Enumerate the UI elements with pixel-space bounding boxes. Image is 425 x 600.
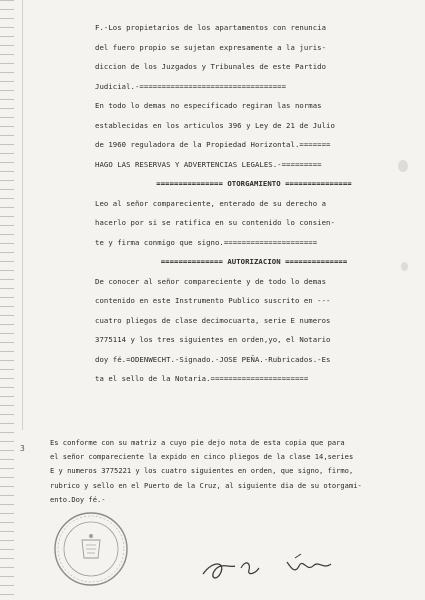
text-line: En todo lo demas no especificado regiran las normas — [95, 101, 322, 110]
text-line: del fuero propio se sujetan expresamente a la juris- — [95, 42, 327, 52]
text-line: de 1960 reguladora de la Propiedad Horizontal.======= — [95, 140, 331, 149]
text-line: establecidas en los articulos 396 y Ley de 21 de Julio — [95, 120, 335, 130]
text-line: cuatro pliegos de clase decimocuarta, serie E numeros — [95, 315, 331, 325]
margin-line — [22, 0, 23, 430]
text-line: 3775114 y los tres siguientes en orden,yo, el Notario — [95, 335, 331, 344]
text-line: te y firma conmigo que signo.===================== — [95, 237, 318, 247]
text-line: ento.Doy fé.- — [50, 494, 106, 504]
text-line: Es conforme con su matriz a cuyo pie dejo nota de esta copia que para — [50, 438, 345, 447]
section-heading-autorizacion: ============== AUTORIZACION ============== — [160, 257, 348, 266]
text-line: doy fé.=ODENWECHT.-Signado.-JOSE PEÑA.-Rubricados.-Es — [95, 354, 331, 364]
margin-mark: 3 — [20, 444, 25, 453]
text-line: HAGO LAS RESERVAS Y ADVERTENCIAS LEGALES.-========= — [95, 159, 322, 169]
copy-certification — [50, 436, 420, 507]
text-line: ta el sello de la Notaria.====================== — [95, 374, 309, 383]
binding-edge — [0, 0, 14, 600]
text-line: contenido en este Instrumento Publico suscrito en --- — [95, 296, 331, 305]
text-line: el señor compareciente la expido en cinco pliegos de la clase 14,series — [50, 452, 354, 462]
section-heading-otorgamiento: =============== OTORGAMIENTO =============== — [156, 179, 352, 188]
text-line: diccion de los Juzgados y Tribunales de este Partido — [95, 62, 327, 71]
notary-signature — [195, 548, 355, 588]
document-body — [95, 18, 413, 389]
notary-seal-stamp — [52, 510, 130, 588]
text-line: hacerlo por si se ratifica en su contenido lo consien- — [95, 218, 335, 227]
text-line: F.-Los propietarios de los apartamentos con renuncia — [95, 23, 327, 32]
text-line: Judicial.-================================= — [95, 81, 287, 91]
text-line: rubrico y sello en el Puerto de la Cruz, al siguiente dia de su otorgami- — [50, 480, 362, 490]
text-line: E y numeros 3775221 y los cuatro siguientes en orden, que signo, firmo, — [50, 466, 354, 476]
text-line: De conocer al señor compareciente y de todo lo demas — [95, 276, 327, 286]
text-line: Leo al señor compareciente, enterado de su derecho a — [95, 198, 327, 208]
